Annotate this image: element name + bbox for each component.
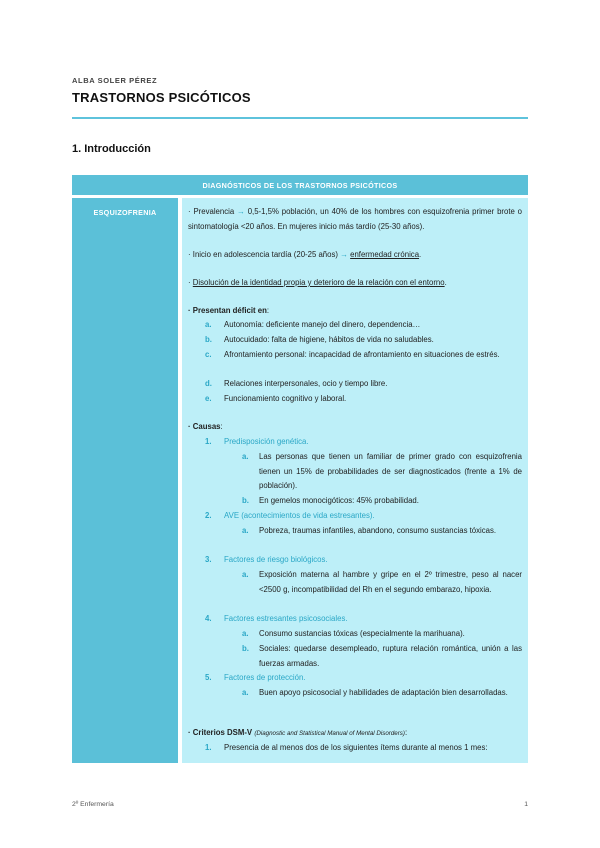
list-marker: a. xyxy=(242,570,249,579)
colon: : xyxy=(266,306,270,315)
page-number: 1 xyxy=(524,801,528,808)
arrow-icon: → xyxy=(237,207,245,216)
onset-text: Inicio en adolescencia tardía (20-25 años) xyxy=(192,250,338,259)
cause-title: Predisposición genética. xyxy=(224,437,309,446)
list-marker: b. xyxy=(205,335,212,344)
author-name: ALBA SOLER PÉREZ xyxy=(72,76,158,85)
bullet: · xyxy=(188,207,191,216)
arrow-icon: → xyxy=(340,250,348,259)
bullet: · xyxy=(188,278,191,287)
colon: : xyxy=(220,422,223,431)
list-marker: a. xyxy=(242,526,249,535)
prevalence-paragraph xyxy=(188,205,522,234)
period: . xyxy=(419,250,422,259)
list-item: Autocuidado: falta de higiene, hábitos de vida no saludables. xyxy=(224,335,434,344)
bullet: · xyxy=(188,306,191,315)
section-heading: 1. Introducción xyxy=(72,143,151,155)
list-marker: 5. xyxy=(205,673,212,682)
cause-title: AVE (acontecimientos de vida estresantes). xyxy=(224,511,375,520)
list-item: Relaciones interpersonales, ocio y tiempo libre. xyxy=(224,379,388,388)
dsm-note: (Diagnostic and Statistical Manual of Mental Disorders) xyxy=(254,730,405,737)
row-label: ESQUIZOFRENIA xyxy=(93,208,157,217)
list-item: Buen apoyo psicosocial y habilidades de adaptación bien desarrolladas. xyxy=(259,688,508,697)
cause-title: Factores de riesgo biológicos. xyxy=(224,555,328,564)
list-item: Sociales: quedarse desempleado, ruptura relación romántica, unión a las fuerzas armadas. xyxy=(259,644,522,668)
list-item: Pobreza, traumas infantiles, abandono, consumo sustancias tóxicas. xyxy=(259,526,497,535)
bullet: · xyxy=(188,250,191,259)
list-marker: d. xyxy=(205,379,212,388)
bullet: · xyxy=(188,728,191,737)
list-marker: 4. xyxy=(205,614,212,623)
deficits-label: Presentan déficit en xyxy=(192,306,267,315)
deficits-heading xyxy=(188,304,522,319)
prevalence-label: Prevalencia xyxy=(193,207,235,216)
list-marker: a. xyxy=(242,629,249,638)
list-item: Exposición materna al hambre y gripe en el 2º trimestre, peso al nacer <2500 g, incompatibilidad del Rh en el segundo embarazo, hipoxia. xyxy=(259,570,522,594)
causes-heading xyxy=(188,420,522,435)
list-marker: c. xyxy=(205,350,212,359)
list-marker: a. xyxy=(242,452,249,461)
table-header: DIAGNÓSTICOS DE LOS TRASTORNOS PSICÓTICOS xyxy=(72,175,528,195)
onset-paragraph xyxy=(188,248,522,263)
dissolution-text: Disolución de la identidad propia y deterioro de la relación con el entorno xyxy=(192,278,445,287)
colon: : xyxy=(404,728,408,737)
period: . xyxy=(444,278,447,287)
list-marker: a. xyxy=(242,688,249,697)
list-marker: 3. xyxy=(205,555,212,564)
content-cell xyxy=(182,198,528,763)
list-marker: 1. xyxy=(205,743,212,752)
dsm-label: Criterios DSM-V xyxy=(192,728,253,737)
prevalence-text: 0,5-1,5% población, un 40% de los hombres con esquizofrenia primer brote o sintomatología <20 años. En mujeres inicio más tardío (25-30 años). xyxy=(188,207,523,231)
list-item: Funcionamiento cognitivo y laboral. xyxy=(224,394,347,403)
list-item: Afrontamiento personal: incapacidad de afrontamiento en situaciones de estrés. xyxy=(224,350,500,359)
list-marker: a. xyxy=(205,320,212,329)
list-item: En gemelos monocigóticos: 45% probabilidad. xyxy=(259,496,419,505)
bullet: · xyxy=(188,422,191,431)
list-item: Presencia de al menos dos de los siguientes ítems durante al menos 1 mes: xyxy=(224,743,488,752)
list-marker: b. xyxy=(242,496,249,505)
cause-title: Factores de protección. xyxy=(224,673,306,682)
list-marker: 2. xyxy=(205,511,212,520)
list-item: Autonomía: deficiente manejo del dinero, dependencia… xyxy=(224,320,421,329)
causes-label: Causas xyxy=(192,422,221,431)
row-label-cell xyxy=(72,198,178,763)
list-marker: 1. xyxy=(205,437,212,446)
list-item: Las personas que tienen un familiar de primer grado con esquizofrenia tienen un 15% de probabilidades de ser diagnosticados (frente a 1% de población). xyxy=(259,452,522,491)
onset-underlined: enfermedad crónica xyxy=(350,250,420,259)
list-marker: e. xyxy=(205,394,212,403)
footer-course: 2º Enfermería xyxy=(72,801,114,808)
dsm-heading xyxy=(188,726,522,742)
list-item: Consumo sustancias tóxicas (especialmente la marihuana). xyxy=(259,629,465,638)
document-title: TRASTORNOS PSICÓTICOS xyxy=(72,90,251,105)
cause-title: Factores estresantes psicosociales. xyxy=(224,614,348,623)
list-marker: b. xyxy=(242,644,249,653)
title-divider xyxy=(72,117,528,119)
dissolution-paragraph xyxy=(188,276,522,291)
